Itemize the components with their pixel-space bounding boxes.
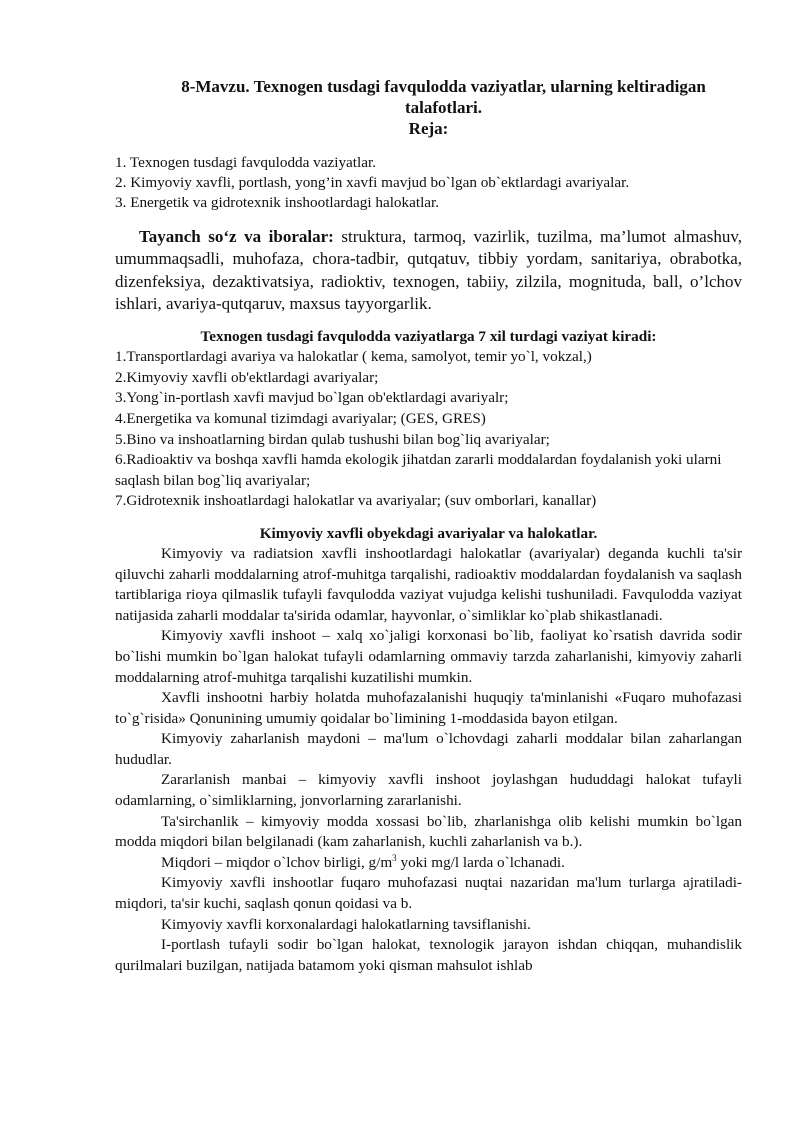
keywords-label: Tayanch so‘z va iboralar: [139, 227, 334, 246]
document-content [115, 76, 742, 976]
situations-heading: Texnogen tusdagi favqulodda vaziyatlarga 7 xil turdagi vaziyat kiradi: [200, 328, 657, 346]
situations-list [115, 347, 742, 512]
body-paragraph: Zararlanish manbai – kimyoviy xavfli inshoot joylashgan hududdagi halokat tufayli odamlarning, o`simliklarning, jonvorlarning zararlanishi. [115, 771, 742, 810]
miqdori-text-end: yoki mg/l larda o`lchanadi. [396, 853, 565, 871]
chemical-heading: Kimyoviy xavfli obyekdagi avariyalar va halokatlar. [259, 524, 598, 542]
miqdori-superscript: 3 [392, 852, 397, 863]
body-paragraph: Ta'sirchanlik – kimyoviy modda xossasi bo`lib, zharlanishga olib kelishi mumkin bo`lgan modda miqdori bilan belgilanadi (kam zaharlanish, kuchli zaharlanish va b.). [115, 812, 742, 851]
situation-item: 5.Bino va inshoatlarning birdan qulab tushushi bilan bog`liq avariyalar; [115, 430, 550, 448]
body-paragraph: Kimyoviy xavfli korxonalardagi halokatlarning tavsiflanishi. [161, 915, 531, 933]
body-paragraph: Xavfli inshootni harbiy holatda muhofazalanishi huquqiy ta'minlanishi «Fuqaro muhofazasi to`g`risida» Qonunining umumiy qoidalar bo`limining 1-moddasida bayon etilgan. [115, 689, 742, 727]
document-title: 8-Mavzu. Texnogen tusdagi favqulodda vaziyatlar, ularning keltiradigan talafotlari. [181, 77, 706, 117]
body-paragraph: Kimyoviy zaharlanish maydoni – ma'lum o`lchovdagi zaharli moddalar bilan zaharlangan hududlar. [115, 730, 742, 768]
situation-item: 1.Transportlardagi avariya va halokatlar ( kema, samolyot, temir yo`l, vokzal,) [115, 348, 592, 366]
situation-item: 6.Radioaktiv va boshqa xavfli hamda ekologik jihatdan zararli moddalardan foydalanish yoki ularni saqlash bilan bog`liq avariyalar; [115, 451, 722, 489]
plan-title: Reja: [408, 119, 449, 138]
body-paragraph: Kimyoviy va radiatsion xavfli inshootlardagi halokatlar (avariyalar) deganda kuchli ta'sir qiluvchi zaharli moddalarning atrof-muhitga tarqalishi, radioaktiv moddalardan foydalanish va saqlash tartiblariga rioya qilmaslik tufayli favqulodda vaziyat vujudga kelishi tushuniladi. Favqulodda vaziyat natijasida zaharli moddalar ta'sirida odamlar, hayvonlar, o`simliklar ko`plab shikastlanadi. [115, 544, 742, 624]
miqdori-text: Miqdori – miqdor o`lchov birligi, g/m [161, 853, 393, 871]
situation-item: 3.Yong`in-portlash xavfi mavjud bo`lgan ob'ektlardagi avariyalr; [115, 389, 509, 407]
situation-item: 2.Kimyoviy xavfli ob'ektlardagi avariyalar; [115, 368, 379, 386]
plan-item: 3. Energetik va gidrotexnik inshootlardagi halokatlar. [115, 194, 440, 211]
keywords-paragraph [115, 226, 742, 315]
situation-item: 4.Energetika va komunal tizimdagi avariyalar; (GES, GRES) [115, 409, 486, 427]
body-paragraph: Kimyoviy xavfli inshootlar fuqaro muhofazasi nuqtai nazaridan ma'lum turlarga ajratiladi-miqdori, ta'sir kuchi, saqlash qonun qoidasi va b. [115, 874, 742, 913]
plan-item: 1. Texnogen tusdagi favqulodda vaziyatlar. [115, 154, 376, 171]
situation-item: 7.Gidrotexnik inshoatlardagi halokatlar va avariyalar; (suv omborlari, kanallar) [115, 492, 597, 510]
miqdori-paragraph [115, 853, 742, 874]
body-paragraph: I-portlash tufayli sodir bo`lgan halokat, texnologik jarayon ishdan chiqqan, muhandislik qurilmalari buzilgan, natijada batamom yoki qisman mahsulot ishlab [115, 936, 742, 974]
body-paragraph: Kimyoviy xavfli inshoot – xalq xo`jaligi korxonasi bo`lib, faoliyat ko`rsatish davrida sodir bo`lishi mumkin bo`lgan halokat tufayli odamlarning ommaviy tarzda zaharlanishi, kimyoviy zaharli moddalarning atrof-muhitga tarqalishi kuzatilishi mumkin. [115, 627, 742, 686]
plan-list [115, 153, 742, 213]
plan-item: 2. Kimyoviy xavfli, portlash, yong’in xavfi mavjud bo`lgan ob`ektlardagi avariyalar. [115, 174, 630, 191]
keywords-text: struktura, tarmoq, vazirlik, tuzilma, ma’lumot almashuv, umummaqsadli, muhofaza, chora-tadbir, qutqatuv, tibbiy yordam, sanitariya, obrabotka, dizenfeksiya, dezaktivatsiya, radioktiv, texnogen, tabiiy, zilzila, mognituda, ball, o’lchov ishlari, avariya-qutqaruv, maxsus tayyorgarlik. [115, 227, 742, 313]
